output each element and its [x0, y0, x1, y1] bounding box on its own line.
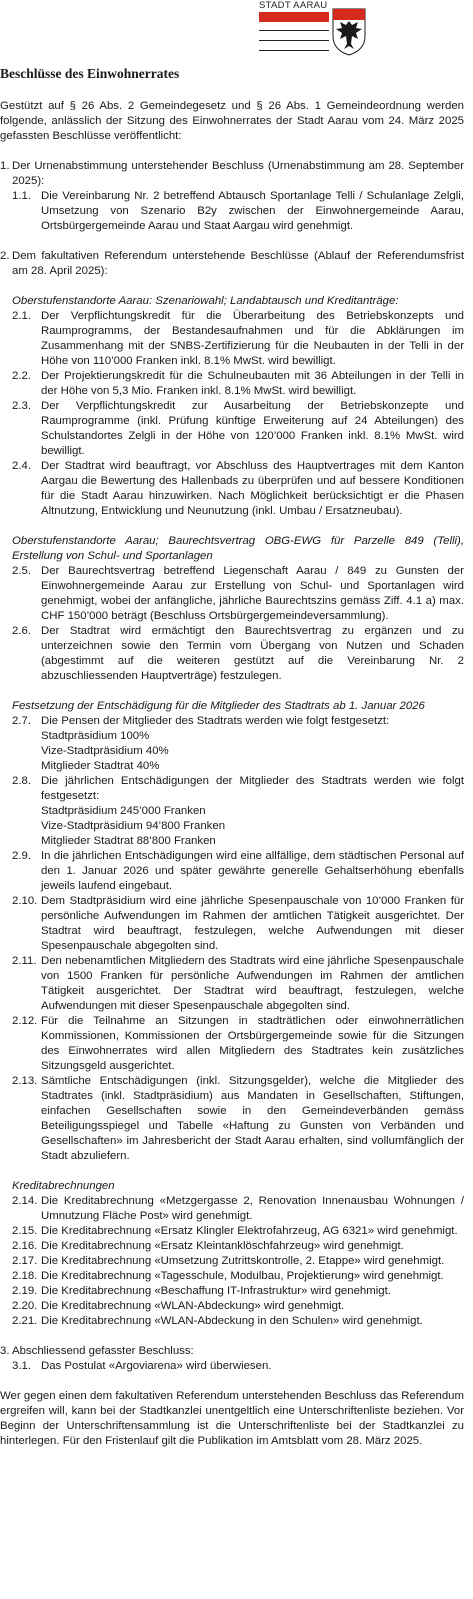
- section-3: [0, 1344, 464, 1359]
- logo-line: [259, 40, 329, 41]
- item-text: Die Kreditabrechnung «Ersatz Klingler Elektrofahrzeug, AG 6321» wird genehmigt.: [41, 1225, 458, 1237]
- item-number: 3.1.: [12, 1360, 31, 1372]
- item-number: 2.8.: [12, 775, 31, 787]
- item-text: Die Kreditabrechnung «Metzgergasse 2, Renovation Innenausbau Wohnungen / Umnutzung Fläche Post» wird genehmigt.: [41, 1195, 464, 1222]
- item-number: 1.1.: [12, 190, 31, 202]
- item-number: 2.3.: [12, 400, 31, 412]
- item-number: 2.19.: [12, 1285, 38, 1297]
- item-text: Der Verpflichtungskredit für die Überarbeitung des Betriebskonzepts und Raumprogramms, der Bestandesaufnahmen und für die Abklärungen im Zusammenhang mit der SNBS-Zertifizierung für die Neubauten in der Telli in der Höhe von 110’000 Franken inkl. 8.1% MwSt. wird bewilligt.: [41, 310, 464, 367]
- subheading: Festsetzung der Entschädigung für die Mitglieder des Stadtrats ab 1. Januar 2026: [12, 700, 425, 712]
- list-item: [12, 309, 464, 369]
- item-text: Das Postulat «Argoviarena» wird überwiesen.: [41, 1360, 272, 1372]
- intro-paragraph: Gestützt auf § 26 Abs. 2 Gemeindegesetz und § 26 Abs. 1 Gemeindeordnung werden folgende, anlässlich der Sitzung des Einwohnerrates der Stadt Aarau vom 24. März 2025 gefassten Beschlüsse veröffentlicht:: [0, 100, 464, 142]
- subheading: Kreditabrechnungen: [12, 1180, 115, 1192]
- item-line: Die Pensen der Mitglieder des Stadtrats werden wie folgt festgesetzt:: [41, 715, 390, 727]
- item-number: 2.21.: [12, 1315, 38, 1327]
- item-line: Mitglieder Stadtrat 88’800 Franken: [41, 835, 216, 847]
- item-number: 2.13.: [12, 1075, 38, 1087]
- list-item: [12, 1284, 464, 1299]
- item-text: Für die Teilnahme an Sitzungen in stadträtlichen oder einwohnerrätlichen Kommissionen, Kommissionen der Ortsbürgergemeinde sowie für die Sitzungen des Einwohnerrates wird allen Mitgliedern des Stadtrates kein zusätzliches Sitzungsgeld ausgerichtet.: [41, 1015, 464, 1072]
- list-item: [12, 399, 464, 459]
- item-text: Der Stadtrat wird beauftragt, vor Abschluss des Hauptvertrages mit dem Kanton Aargau die Bewertung des Hallenbads zu überprüfen und auf bessere Konditionen für die Stadt Aarau hinzuwirken. Nach Möglichkeit berücksichtigt er die Phasen Altnutzung, Entwicklung und Neunutzung (inkl. Umbau / Ersatzneubau).: [41, 460, 464, 517]
- item-text: Der Verpflichtungskredit zur Ausarbeitung der Betriebskonzepte und Raumprogramme (inkl. Prüfung künftige Erweiterung auf 24 Abteilungen) des Schulstandortes Zelgli in der Höhe von 120’000 Franken inkl. 8.1% MwSt. wird bewilligt.: [41, 400, 464, 457]
- section-2: [0, 249, 464, 279]
- subheading: Oberstufenstandorte Aarau: Szenariowahl; Landabtausch und Kreditanträge:: [12, 295, 399, 307]
- item-number: 2.15.: [12, 1225, 38, 1237]
- item-text: Die Kreditabrechnung «WLAN-Abdeckung» wird genehmigt.: [41, 1300, 345, 1312]
- item-line: Vize-Stadtpräsidium 40%: [41, 745, 169, 757]
- item-text: Die Vereinbarung Nr. 2 betreffend Abtausch Sportanlage Telli / Schulanlage Zelgli, Umsetzung von Szenario B2y zwischen der Einwohnergemeinde Aarau, Ortsbürgergemeinde Aarau und Staat Aargau wird genehmigt.: [41, 190, 464, 232]
- item-line: Vize-Stadtpräsidium 94’800 Franken: [41, 820, 226, 832]
- list-item: [12, 1314, 464, 1329]
- list-item: [12, 774, 464, 849]
- item-text: Den nebenamtlichen Mitgliedern des Stadtrats wird eine jährliche Spesenpauschale von 1500 Franken für persönliche Aufwendungen im Rahmen der amtlichen Tätigkeit ausgerichtet. Der Stadtrat wird beauftragt, festzulegen, welche Aufwendungen mit dieser Spesenpauschale abgegolten sind.: [41, 955, 464, 1012]
- coat-of-arms-eagle-icon: [332, 8, 366, 56]
- item-line: Stadtpräsidium 100%: [41, 730, 150, 742]
- list-item: [12, 1014, 464, 1074]
- item-text: Die Kreditabrechnung «Beschaffung IT-Infrastruktur» wird genehmigt.: [41, 1285, 391, 1297]
- section-number: 3.: [0, 1345, 10, 1357]
- item-text: [41, 714, 464, 774]
- logo-text: STADT AARAU: [259, 0, 328, 11]
- item-number: 2.11.: [12, 955, 37, 967]
- list-item: [12, 714, 464, 774]
- list-item: [12, 459, 464, 519]
- list-item: [12, 189, 464, 234]
- item-text: Der Stadtrat wird ermächtigt den Baurechtsvertrag zu ergänzen und zu unterzeichnen sowie den Termin vom Übergang von Nutzen und Schaden (abgestimmt auf die weiteren gestützt auf die Vereinbarung Nr. 2 abzuschliessenden Hauptverträge) festzulegen.: [41, 625, 464, 682]
- stadt-aarau-logo: [259, 0, 365, 58]
- item-number: 2.12.: [12, 1015, 38, 1027]
- list-item: [12, 849, 464, 894]
- item-number: 2.5.: [12, 565, 31, 577]
- item-text: Der Baurechtsvertrag betreffend Liegenschaft Aarau / 849 zu Gunsten der Einwohnergemeinde Aarau zur Erstellung von Schul- und Sportanlagen wird genehmigt, wobei der anfängliche, jährliche Baurechtszins gemäss Ziff. 4.1 a) max. CHF 150’000 beträgt (Beschluss Ortsbürgergemeindeversammlung).: [41, 565, 464, 622]
- item-line: Stadtpräsidium 245’000 Franken: [41, 805, 206, 817]
- item-number: 2.2.: [12, 370, 31, 382]
- item-text: Sämtliche Entschädigungen (inkl. Sitzungsgelder), welche die Mitglieder des Stadtrates (inkl. Stadtpräsidium) aus Mandaten in Gesellschaften, Stiftungen, einfachen Gesellschaften sowie in den Gemeindeverbänden gemäss Beteiligungsspiegel und Tabelle «Haftung zu Gunsten von Verbänden und Gesellschaften» im Jahresbericht der Stadt Aarau erhalten, sind vollumfänglich der Stadt abzuliefern.: [41, 1075, 464, 1162]
- item-number: 2.14.: [12, 1195, 38, 1207]
- section-text: Dem fakultativen Referendum unterstehende Beschlüsse (Ablauf der Referendumsfrist am 28. April 2025):: [12, 250, 464, 277]
- list-item: [12, 1239, 464, 1254]
- item-text: In die jährlichen Entschädigungen wird eine allfällige, dem städtischen Personal auf den 1. Januar 2026 und später gewährte generelle Gehaltserhöhung ebenfalls jeweils laufend eingebaut.: [41, 850, 464, 892]
- item-number: 2.9.: [12, 850, 31, 862]
- document-body: [0, 66, 464, 1449]
- item-number: 2.17.: [12, 1255, 38, 1267]
- closing-paragraph: Wer gegen einen dem fakultativen Referendum unterstehenden Beschluss das Referendum ergreifen will, kann bei der Stadtkanzlei unentgeltlich eine Unterschriftenliste beziehen. Vor Beginn der Unterschriftensammlung ist die Unterschriftenliste bei der Stadtkanzlei zu hinterlegen. Für den Fristenlauf gilt die Publikation im Amtsblatt vom 28. März 2025.: [0, 1390, 464, 1447]
- item-text: Dem Stadtpräsidium wird eine jährliche Spesenpauschale von 10’000 Franken für persönliche Aufwendungen im Rahmen der amtlichen Tätigkeit ausgerichtet. Der Stadtrat wird beauftragt, festzulegen, welche Aufwendungen mit dieser Spesenpauschale abgegolten sind.: [41, 895, 464, 952]
- item-text: Der Projektierungskredit für die Schulneubauten mit 36 Abteilungen in der Telli in der Höhe von 5,3 Mio. Franken inkl. 8.1% MwSt. wird bewilligt.: [41, 370, 464, 397]
- section-number: 2.: [0, 250, 10, 262]
- list-item: [12, 369, 464, 399]
- item-text: Die Kreditabrechnung «Tagesschule, Modulbau, Projektierung» wird genehmigt.: [41, 1270, 444, 1282]
- list-item: [12, 1224, 464, 1239]
- item-text: Die Kreditabrechnung «Umsetzung Zutrittskontrolle, 2. Etappe» wird genehmigt.: [41, 1255, 445, 1267]
- item-line: Mitglieder Stadtrat 40%: [41, 760, 160, 772]
- item-line: Die jährlichen Entschädigungen der Mitglieder des Stadtrats werden wie folgt festgesetzt:: [41, 775, 464, 802]
- list-item: [12, 1269, 464, 1284]
- item-text: Die Kreditabrechnung «Ersatz Kleintanklöschfahrzeug» wird genehmigt.: [41, 1240, 404, 1252]
- page-title: Beschlüsse des Einwohnerrates: [0, 66, 180, 81]
- list-item: [12, 1074, 464, 1164]
- list-item: [12, 564, 464, 624]
- item-text: Die Kreditabrechnung «WLAN-Abdeckung in den Schulen» wird genehmigt.: [41, 1315, 423, 1327]
- subheading: Oberstufenstandorte Aarau; Baurechtsvertrag OBG-EWG für Parzelle 849 (Telli), Erstellung von Schul- und Sportanlagen: [12, 535, 464, 562]
- item-number: 2.16.: [12, 1240, 38, 1252]
- logo-line: [259, 50, 329, 51]
- list-item: [12, 1299, 464, 1314]
- section-1: [0, 159, 464, 189]
- item-number: 2.1.: [12, 310, 31, 322]
- item-number: 2.18.: [12, 1270, 38, 1282]
- item-number: 2.10.: [12, 895, 38, 907]
- list-item: [12, 624, 464, 684]
- item-text: [41, 774, 464, 849]
- list-item: [12, 1194, 464, 1224]
- section-text: Der Urnenabstimmung unterstehender Beschluss (Urnenabstimmung am 28. September 2025):: [12, 160, 464, 187]
- item-number: 2.7.: [12, 715, 31, 727]
- section-number: 1.: [0, 160, 10, 172]
- logo-red-bar: [259, 12, 329, 22]
- list-item: [12, 1254, 464, 1269]
- item-number: 2.4.: [12, 460, 31, 472]
- item-number: 2.20.: [12, 1300, 38, 1312]
- section-text: Abschliessend gefasster Beschluss:: [12, 1345, 194, 1357]
- item-number: 2.6.: [12, 625, 31, 637]
- logo-line: [259, 30, 329, 31]
- list-item: [12, 1359, 464, 1374]
- list-item: [12, 954, 464, 1014]
- list-item: [12, 894, 464, 954]
